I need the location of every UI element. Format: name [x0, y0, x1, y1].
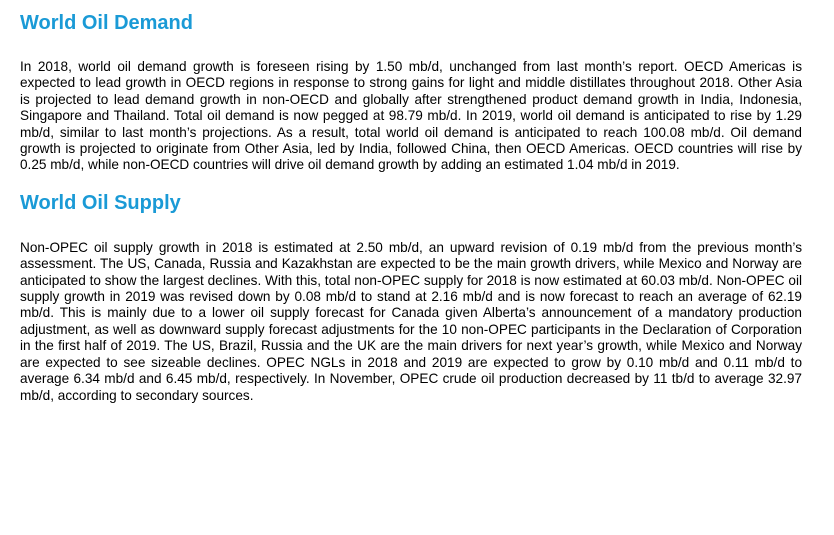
section-title-world-oil-supply: World Oil Supply: [20, 191, 181, 214]
section-title-world-oil-demand: World Oil Demand: [20, 12, 193, 34]
section-body-world-oil-supply: Non-OPEC oil supply growth in 2018 is estimated at 2.50 mb/d, an upward revision of 0.19 mb/d from the previous month’s assessment. The US, Canada, Russia and Kazakhstan are expected to be the main growth drivers, while Mexico and Norway are anticipated to show the largest declines. With this, total non-OPEC supply for 2018 is now estimated at 60.03 mb/d. Non-OPEC oil supply growth in 2019 was revised down by 0.08 mb/d to stand at 2.16 mb/d and is now forecast to reach an average of 62.19 mb/d. This is mainly due to a lower oil supply forecast for Canada given Alberta’s announcement of a mandatory production adjustment, as well as downward supply forecast adjustments for the 10 non-OPEC participants in the Declaration of Corporation in the first half of 2019. The US, Brazil, Russia and the UK are the main drivers for next year’s growth, while Mexico and Norway are expected to see sizeable declines. OPEC NGLs in 2018 and 2019 are expected to grow by 0.10 mb/d and 0.11 mb/d to average 6.34 mb/d and 6.45 mb/d, respectively. In November, OPEC crude oil production decreased by 11 tb/d to average 32.97 mb/d, according to secondary sources.: [20, 239, 802, 403]
section-body-world-oil-demand: In 2018, world oil demand growth is foreseen rising by 1.50 mb/d, unchanged from last month’s report. OECD Americas is expected to lead growth in OECD regions in response to strong gains for light and middle distillates throughout 2018. Other Asia is projected to lead demand growth in non-OECD and globally after strengthened product demand growth in India, Indonesia, Singapore and Thailand. Total oil demand is now pegged at 98.79 mb/d. In 2019, world oil demand is anticipated to rise by 1.29 mb/d, similar to last month’s projections. As a result, total world oil demand is anticipated to reach 100.08 mb/d. Oil demand growth is projected to originate from Other Asia, led by India, followed China, then OECD Americas. OECD countries will rise by 0.25 mb/d, while non-OECD countries will drive oil demand growth by adding an estimated 1.04 mb/d in 2019.: [20, 59, 802, 173]
